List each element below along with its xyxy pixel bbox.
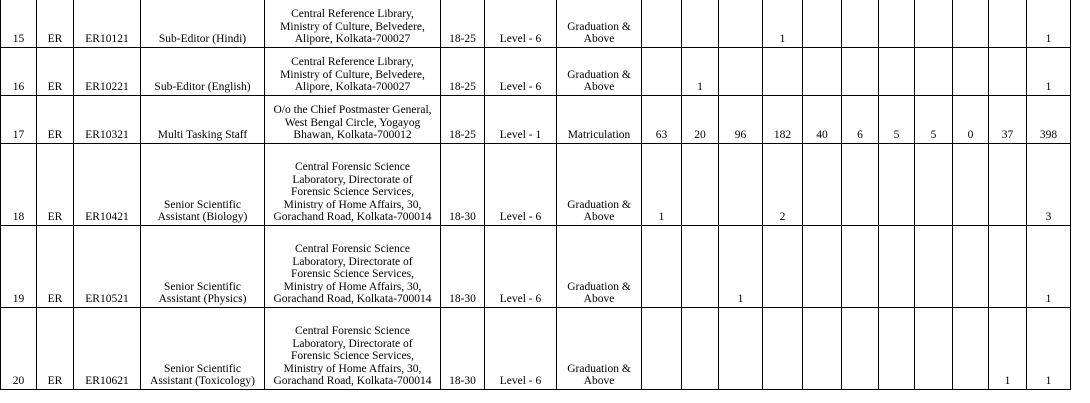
department-cell-line: Alipore, Kolkata-700027: [294, 81, 411, 94]
vacancy-count-cell: [842, 48, 879, 96]
vacancy-count-cell: 0: [953, 96, 989, 144]
vacancy-count-cell: [682, 226, 719, 308]
department-cell-line: Laboratory, Directorate of: [292, 173, 413, 186]
vacancy-count-cell: [989, 144, 1027, 226]
table-row: [1, 48, 1071, 96]
vacancy-count-cell: [953, 48, 989, 96]
vacancy-count-cell: 2: [763, 144, 803, 226]
department-cell-line: Ministry of Culture, Belvedere,: [280, 68, 425, 81]
vacancy-count-cell: 1: [1027, 308, 1071, 390]
vacancy-count-cell: [915, 226, 953, 308]
age-limit-cell: 18-30: [441, 144, 485, 226]
vacancy-count-cell: [682, 308, 719, 390]
vacancy-count-cell: [842, 308, 879, 390]
department-cell-line: Ministry of Home Affairs, 30,: [283, 362, 422, 375]
qualification-cell: [557, 48, 642, 96]
vacancy-count-cell: 1: [989, 308, 1027, 390]
serial-number-cell: 20: [1, 308, 37, 390]
post-name-cell: [141, 0, 265, 48]
vacancy-count-cell: [879, 144, 915, 226]
region-cell: ER: [37, 96, 74, 144]
vacancy-count-cell: [642, 226, 682, 308]
pay-level-cell: Level - 6: [485, 48, 557, 96]
department-cell: [265, 144, 441, 226]
vacancy-count-cell: [915, 308, 953, 390]
post-name-cell: [141, 226, 265, 308]
vacancy-count-cell: 3: [1027, 144, 1071, 226]
vacancy-count-cell: [763, 308, 803, 390]
vacancy-count-cell: [719, 0, 763, 48]
post-name-cell: [141, 308, 265, 390]
vacancy-count-cell: [879, 0, 915, 48]
vacancy-count-cell: [763, 48, 803, 96]
qualification-cell-line: Above: [583, 33, 615, 46]
post-name-cell: [141, 48, 265, 96]
vacancy-count-cell: [763, 226, 803, 308]
qualification-cell: [557, 226, 642, 308]
vacancy-count-cell: [879, 308, 915, 390]
serial-number-cell: 18: [1, 144, 37, 226]
serial-number-cell: 15: [1, 0, 37, 48]
vacancy-count-cell: 20: [682, 96, 719, 144]
table-row: [1, 0, 1071, 48]
department-cell: [265, 226, 441, 308]
vacancy-count-cell: [953, 226, 989, 308]
age-limit-cell: 18-30: [441, 308, 485, 390]
department-cell-line: Ministry of Home Affairs, 30,: [283, 198, 422, 211]
department-cell: [265, 0, 441, 48]
table-row: [1, 96, 1071, 144]
vacancy-count-cell: [842, 0, 879, 48]
vacancy-count-cell: 1: [642, 144, 682, 226]
vacancy-count-cell: [803, 0, 842, 48]
pay-level-cell: Level - 6: [485, 308, 557, 390]
vacancy-count-cell: [953, 308, 989, 390]
qualification-cell: [557, 0, 642, 48]
qualification-cell: [557, 308, 642, 390]
vacancy-count-cell: [989, 48, 1027, 96]
vacancy-count-cell: [989, 226, 1027, 308]
vacancy-count-cell: 40: [803, 96, 842, 144]
vacancy-count-cell: 182: [763, 96, 803, 144]
qualification-cell-line: Graduation &: [567, 198, 631, 211]
vacancy-count-cell: [803, 308, 842, 390]
department-cell-line: Alipore, Kolkata-700027: [294, 33, 411, 46]
department-cell-line: Laboratory, Directorate of: [292, 255, 413, 268]
department-cell-line: Forensic Science Services,: [291, 350, 414, 363]
vacancy-count-cell: 5: [879, 96, 915, 144]
post-name-cell-line: Multi Tasking Staff: [157, 129, 248, 142]
vacancy-count-cell: [803, 144, 842, 226]
department-cell: [265, 308, 441, 390]
qualification-cell: [557, 144, 642, 226]
post-name-cell-line: Assistant (Biology): [157, 211, 248, 224]
region-cell: ER: [37, 144, 74, 226]
vacancy-count-cell: [953, 144, 989, 226]
department-cell-line: West Bengal Circle, Yogayog: [284, 116, 421, 129]
vacancy-count-cell: [879, 48, 915, 96]
vacancy-count-cell: [915, 144, 953, 226]
post-name-cell-line: Sub-Editor (Hindi): [158, 33, 247, 46]
qualification-cell-line: Above: [583, 81, 615, 94]
age-limit-cell: 18-25: [441, 96, 485, 144]
department-cell: [265, 96, 441, 144]
department-cell-line: Forensic Science Services,: [291, 186, 414, 199]
qualification-cell-line: Above: [583, 293, 615, 306]
qualification-cell-line: Above: [583, 211, 615, 224]
vacancy-count-cell: [682, 0, 719, 48]
vacancy-count-cell: [642, 0, 682, 48]
age-limit-cell: 18-30: [441, 226, 485, 308]
vacancy-count-cell: 1: [1027, 0, 1071, 48]
table-row: [1, 308, 1071, 390]
post-code-cell: ER10121: [74, 0, 141, 48]
post-name-cell-line: Assistant (Toxicology): [150, 375, 255, 388]
vacancy-count-cell: 5: [915, 96, 953, 144]
vacancy-count-cell: [842, 144, 879, 226]
vacancy-count-cell: [642, 308, 682, 390]
pay-level-cell: Level - 1: [485, 96, 557, 144]
vacancy-count-cell: [642, 48, 682, 96]
vacancy-count-cell: [719, 144, 763, 226]
vacancy-count-cell: 398: [1027, 96, 1071, 144]
serial-number-cell: 16: [1, 48, 37, 96]
vacancy-count-cell: [915, 0, 953, 48]
department-cell-line: Central Reference Library,: [291, 8, 414, 21]
vacancy-count-cell: 1: [682, 48, 719, 96]
vacancy-count-cell: [953, 0, 989, 48]
vacancy-count-cell: [803, 226, 842, 308]
department-cell-line: Bhawan, Kolkata-700012: [293, 129, 412, 142]
vacancy-count-cell: [719, 48, 763, 96]
department-cell-line: Forensic Science Services,: [291, 268, 414, 281]
post-code-cell: ER10521: [74, 226, 141, 308]
post-code-cell: ER10321: [74, 96, 141, 144]
post-name-cell-line: Senior Scientific: [164, 280, 241, 293]
pay-level-cell: Level - 6: [485, 0, 557, 48]
qualification-cell-line: Graduation &: [567, 280, 631, 293]
department-cell-line: Central Reference Library,: [291, 56, 414, 69]
post-name-cell-line: Assistant (Physics): [158, 293, 247, 306]
age-limit-cell: 18-25: [441, 48, 485, 96]
vacancy-count-cell: 6: [842, 96, 879, 144]
vacancy-count-cell: [915, 48, 953, 96]
pay-level-cell: Level - 6: [485, 144, 557, 226]
post-code-cell: ER10421: [74, 144, 141, 226]
vacancy-count-cell: [989, 0, 1027, 48]
vacancy-count-cell: [803, 48, 842, 96]
vacancy-count-cell: [879, 226, 915, 308]
age-limit-cell: 18-25: [441, 0, 485, 48]
region-cell: ER: [37, 226, 74, 308]
qualification-cell-line: Graduation &: [567, 68, 631, 81]
post-name-cell-line: Senior Scientific: [164, 362, 241, 375]
department-cell-line: Central Forensic Science: [295, 243, 410, 256]
qualification-cell-line: Matriculation: [567, 129, 631, 142]
post-name-cell-line: Sub-Editor (English): [154, 81, 251, 94]
region-cell: ER: [37, 308, 74, 390]
vacancy-count-cell: 37: [989, 96, 1027, 144]
vacancy-count-cell: 63: [642, 96, 682, 144]
post-code-cell: ER10621: [74, 308, 141, 390]
vacancy-count-cell: [682, 144, 719, 226]
qualification-cell: [557, 96, 642, 144]
department-cell-line: Gorachand Road, Kolkata-700014: [273, 293, 432, 306]
post-code-cell: ER10221: [74, 48, 141, 96]
department-cell-line: Ministry of Home Affairs, 30,: [283, 280, 422, 293]
department-cell-line: Gorachand Road, Kolkata-700014: [273, 211, 432, 224]
vacancy-count-cell: 1: [763, 0, 803, 48]
post-name-cell: [141, 96, 265, 144]
pay-level-cell: Level - 6: [485, 226, 557, 308]
department-cell: [265, 48, 441, 96]
post-name-cell: [141, 144, 265, 226]
department-cell-line: Laboratory, Directorate of: [292, 337, 413, 350]
table-row: [1, 226, 1071, 308]
region-cell: ER: [37, 0, 74, 48]
department-cell-line: Gorachand Road, Kolkata-700014: [273, 375, 432, 388]
serial-number-cell: 17: [1, 96, 37, 144]
qualification-cell-line: Graduation &: [567, 20, 631, 33]
vacancy-count-cell: [719, 308, 763, 390]
vacancy-count-cell: 1: [1027, 226, 1071, 308]
table-row: [1, 144, 1071, 226]
department-cell-line: O/o the Chief Postmaster General,: [273, 104, 432, 117]
qualification-cell-line: Graduation &: [567, 362, 631, 375]
vacancy-count-cell: 96: [719, 96, 763, 144]
department-cell-line: Central Forensic Science: [295, 161, 410, 174]
vacancy-count-cell: [842, 226, 879, 308]
region-cell: ER: [37, 48, 74, 96]
vacancy-count-cell: 1: [1027, 48, 1071, 96]
serial-number-cell: 19: [1, 226, 37, 308]
qualification-cell-line: Above: [583, 375, 615, 388]
department-cell-line: Central Forensic Science: [295, 325, 410, 338]
department-cell-line: Ministry of Culture, Belvedere,: [280, 20, 425, 33]
vacancy-count-cell: 1: [719, 226, 763, 308]
post-name-cell-line: Senior Scientific: [164, 198, 241, 211]
